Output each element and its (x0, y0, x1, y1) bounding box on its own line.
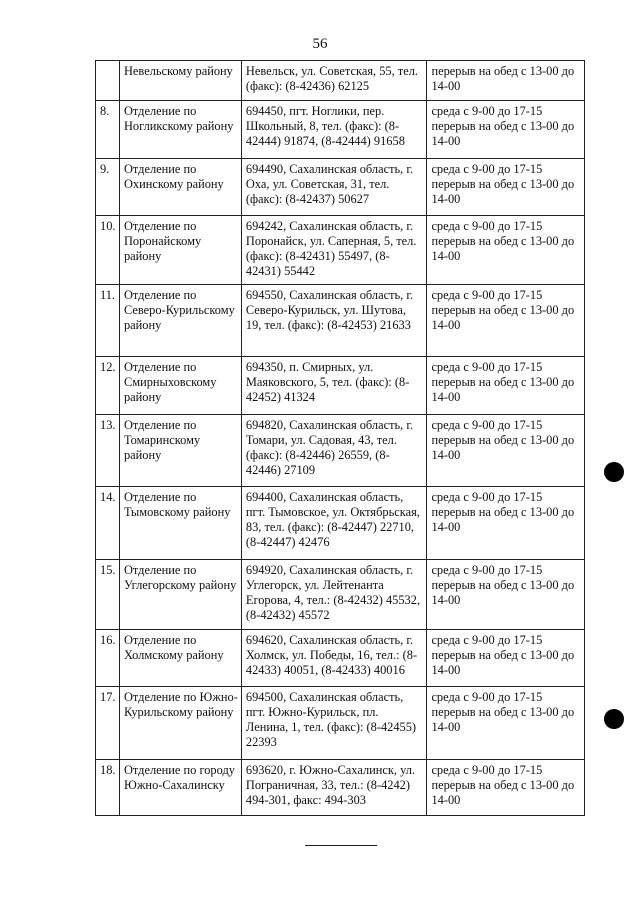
row-number: 17. (96, 686, 120, 759)
office-address: 694242, Сахалинская область, г. Поронайск, ул. Саперная, 5, тел. (факс): (8-42431) 55497, (8-42431) 55442 (241, 216, 427, 285)
row-number: 12. (96, 356, 120, 414)
office-name: Отделение по Ногликскому району (119, 101, 241, 159)
office-name: Отделение по Северо-Курильскому району (119, 284, 241, 356)
row-number: 18. (96, 759, 120, 815)
office-hours: среда с 9-00 до 17-15 перерыв на обед с 13-00 до 14-00 (427, 759, 585, 815)
table-row (96, 159, 585, 216)
row-number: 10. (96, 216, 120, 285)
binder-hole-bottom (604, 709, 624, 729)
row-number: 14. (96, 486, 120, 559)
table-row (96, 101, 585, 159)
office-hours: перерыв на обед с 13-00 до 14-00 (427, 61, 585, 101)
office-hours: среда с 9-00 до 17-15 перерыв на обед с 13-00 до 14-00 (427, 486, 585, 559)
offices-table (95, 60, 585, 816)
office-name: Отделение по Поронайскому району (119, 216, 241, 285)
office-address: Невельск, ул. Советская, 55, тел. (факс): (8-42436) 62125 (241, 61, 427, 101)
row-number: 11. (96, 284, 120, 356)
binder-hole-top (604, 462, 624, 482)
office-name: Отделение по Охинскому району (119, 159, 241, 216)
table-row (96, 356, 585, 414)
table-row (96, 61, 585, 101)
table-row (96, 686, 585, 759)
office-address: 694500, Сахалинская область, пгт. Южно-Курильск, пл. Ленина, 1, тел. (факс): (8-42455) 22393 (241, 686, 427, 759)
office-hours: среда с 9-00 до 17-15 перерыв на обед с 13-00 до 14-00 (427, 159, 585, 216)
office-address: 694620, Сахалинская область, г. Холмск, ул. Победы, 16, тел.: (8-42433) 40051, (8-42433) 40016 (241, 629, 427, 686)
office-address: 694350, п. Смирных, ул. Маяковского, 5, тел. (факс): (8-42452) 41324 (241, 356, 427, 414)
table-row (96, 216, 585, 285)
row-number: 9. (96, 159, 120, 216)
office-hours: среда с 9-00 до 17-15 перерыв на обед с 13-00 до 14-00 (427, 284, 585, 356)
office-hours: среда с 9-00 до 17-15 перерыв на обед с 13-00 до 14-00 (427, 356, 585, 414)
table-row (96, 629, 585, 686)
table-row (96, 414, 585, 486)
office-address: 694550, Сахалинская область, г. Северо-Курильск, ул. Шутова, 19, тел. (факс): (8-42453) 21633 (241, 284, 427, 356)
office-hours: среда с 9-00 до 17-15 перерыв на обед с 13-00 до 14-00 (427, 629, 585, 686)
office-address: 694820, Сахалинская область, г. Томари, ул. Садовая, 43, тел. (факс): (8-42446) 26559, (8-42446) 27109 (241, 414, 427, 486)
office-address: 694450, пгт. Ноглики, пер. Школьный, 8, тел. (факс): (8-42444) 91874, (8-42444) 91658 (241, 101, 427, 159)
office-name: Отделение по Смирныховскому району (119, 356, 241, 414)
office-address: 693620, г. Южно-Сахалинск, ул. Пограничная, 33, тел.: (8-4242) 494-301, факс: 494-303 (241, 759, 427, 815)
table-row (96, 284, 585, 356)
table-row (96, 559, 585, 629)
row-number: 8. (96, 101, 120, 159)
office-name: Отделение по Холмскому району (119, 629, 241, 686)
office-name: Отделение по Углегорскому району (119, 559, 241, 629)
office-name: Отделение по Южно-Курильскому району (119, 686, 241, 759)
office-hours: среда с 9-00 до 17-15 перерыв на обед с 13-00 до 14-00 (427, 216, 585, 285)
row-number (96, 61, 120, 101)
office-name: Отделение по городу Южно-Сахалинску (119, 759, 241, 815)
office-name: Отделение по Тымовскому району (119, 486, 241, 559)
table-row (96, 759, 585, 815)
office-hours: среда с 9-00 до 17-15 перерыв на обед с 13-00 до 14-00 (427, 414, 585, 486)
row-number: 16. (96, 629, 120, 686)
office-name: Невельскому району (119, 61, 241, 101)
office-hours: среда с 9-00 до 17-15 перерыв на обед с 13-00 до 14-00 (427, 686, 585, 759)
row-number: 13. (96, 414, 120, 486)
office-hours: среда с 9-00 до 17-15 перерыв на обед с 13-00 до 14-00 (427, 559, 585, 629)
office-name: Отделение по Томаринскому району (119, 414, 241, 486)
row-number: 15. (96, 559, 120, 629)
office-address: 694920, Сахалинская область, г. Углегорск, ул. Лейтенанта Егорова, 4, тел.: (8-42432) 45532, (8-42432) 45572 (241, 559, 427, 629)
table-row (96, 486, 585, 559)
page-number: 56 (312, 36, 328, 52)
office-address: 694490, Сахалинская область, г. Оха, ул. Советская, 31, тел. (факс): (8-42437) 50627 (241, 159, 427, 216)
office-hours: среда с 9-00 до 17-15 перерыв на обед с 13-00 до 14-00 (427, 101, 585, 159)
office-address: 694400, Сахалинская область, пгт. Тымовское, ул. Октябрьская, 83, тел. (факс): (8-42447) 22710, (8-42447) 42476 (241, 486, 427, 559)
footnote-rule (305, 845, 377, 846)
